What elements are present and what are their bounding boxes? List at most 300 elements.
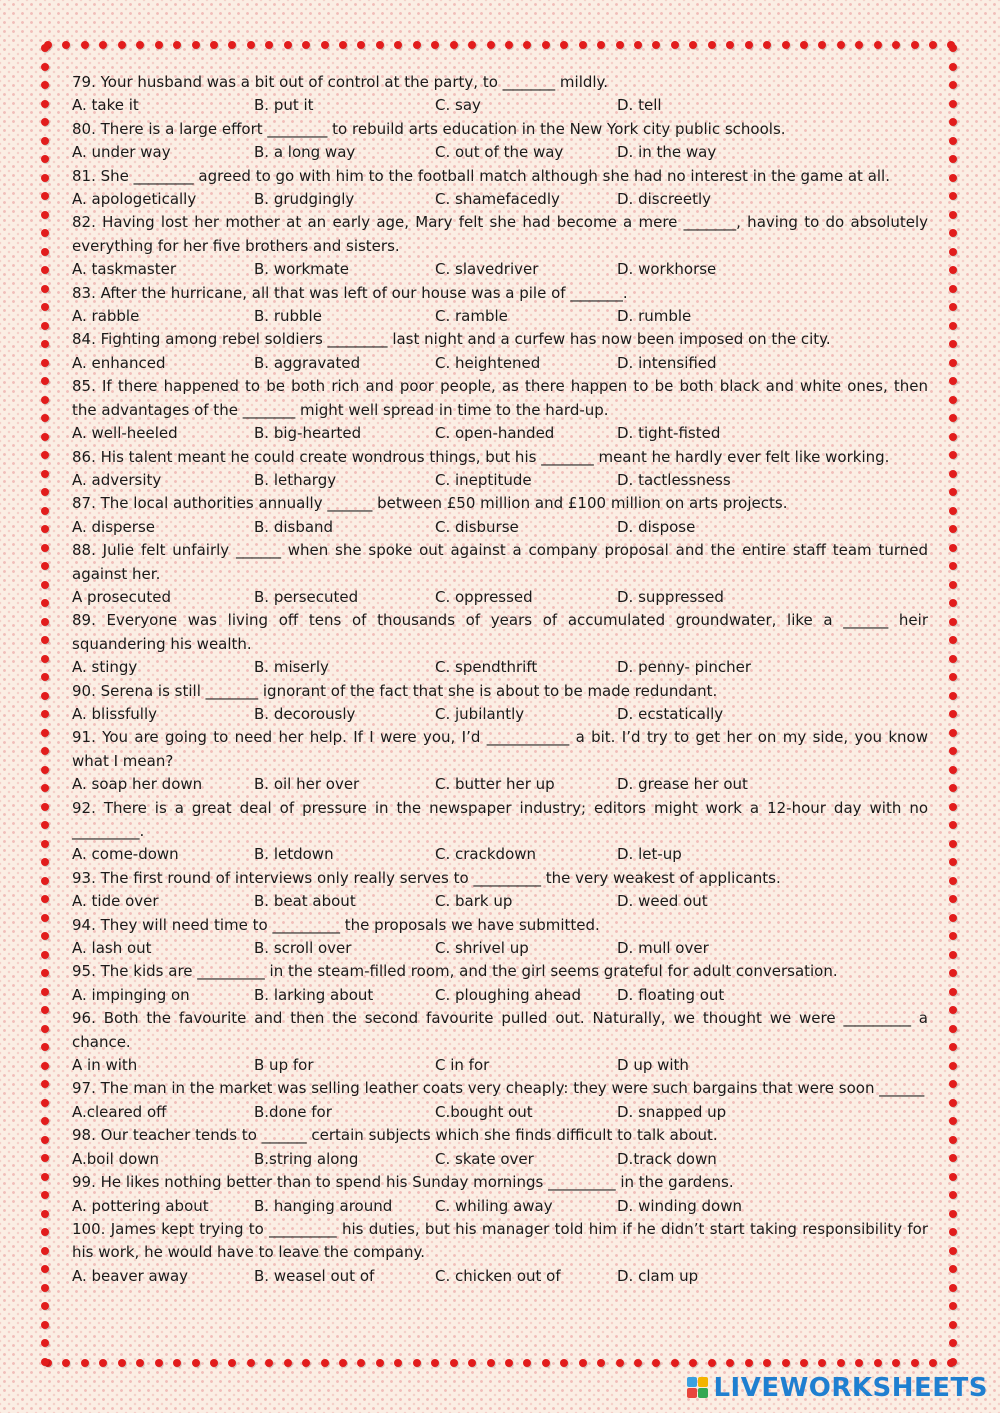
border-dot (949, 44, 957, 52)
question-text: 96. Both the favourite and then the second favourite pulled out. Naturally, we thought we were _________ a chance. (72, 1009, 928, 1051)
border-dot (41, 451, 49, 459)
border-dot (949, 803, 957, 811)
border-dot (949, 229, 957, 237)
question-text: 86. His talent meant he could create wondrous things, but his _______ meant he hardly ever felt like working. (72, 447, 890, 466)
border-dot (949, 1339, 957, 1347)
question-text: 93. The first round of interviews only really serves to _________ the very weakest of applicants. (72, 868, 781, 887)
border-dot (173, 1359, 181, 1367)
answer-option[interactable]: D.track down (617, 1149, 717, 1168)
answer-option[interactable]: C. shamefacedly (435, 190, 560, 209)
border-dot (949, 1173, 957, 1181)
answer-option[interactable]: C. oppressed (435, 587, 533, 606)
border-dot (542, 1359, 550, 1367)
answer-option[interactable]: A. beaver away (72, 1266, 189, 1285)
answer-option[interactable]: C. shrivel up (435, 939, 529, 958)
border-dot (818, 1359, 826, 1367)
border-dot (949, 303, 957, 311)
answer-option[interactable]: A. impinging on (72, 985, 190, 1004)
border-dot (949, 1154, 957, 1162)
border-dot (949, 1191, 957, 1199)
border-dot (949, 655, 957, 663)
answer-option[interactable]: D. let-up (617, 845, 682, 864)
answer-option[interactable]: B. persecuted (254, 587, 359, 606)
answer-option[interactable]: B. letdown (254, 845, 334, 864)
border-dot (949, 414, 957, 422)
border-dot (41, 544, 49, 552)
border-dot (41, 618, 49, 626)
answer-option[interactable]: A. adversity (72, 470, 162, 489)
border-dot (376, 1359, 384, 1367)
border-dot (41, 840, 49, 848)
answer-option[interactable]: B. aggravated (254, 353, 361, 372)
answer-option[interactable]: C. jubilantly (435, 704, 525, 723)
border-dot (41, 1136, 49, 1144)
border-dot (41, 877, 49, 885)
answer-option[interactable]: C. skate over (435, 1149, 534, 1168)
border-dot (41, 969, 49, 977)
answer-option[interactable]: B. weasel out of (254, 1266, 375, 1285)
border-dot (41, 599, 49, 607)
border-dot (874, 1359, 882, 1367)
border-dot (228, 41, 236, 49)
answer-option[interactable]: D. tactlessness (617, 470, 731, 489)
answer-options (72, 656, 928, 679)
answer-option[interactable]: D. dispose (617, 517, 696, 536)
border-dot (949, 636, 957, 644)
border-dot (41, 1265, 49, 1273)
border-dot (41, 377, 49, 385)
border-dot (41, 507, 49, 515)
border-dot (228, 1359, 236, 1367)
border-dot (949, 433, 957, 441)
border-dot (949, 1043, 957, 1051)
border-dot (671, 1359, 679, 1367)
answer-options (72, 984, 928, 1007)
answer-option[interactable]: C. butter her up (435, 775, 555, 794)
answer-option[interactable]: C in for (435, 1056, 490, 1075)
border-right-dots (949, 44, 959, 1366)
border-dot (81, 41, 89, 49)
answer-options (72, 586, 928, 609)
answer-option[interactable]: C. open-handed (435, 424, 555, 443)
border-dot (874, 41, 882, 49)
answer-option[interactable]: A. take it (72, 96, 139, 115)
border-dot (949, 1062, 957, 1070)
border-dot (431, 1359, 439, 1367)
worksheet-content (72, 71, 928, 1288)
border-dot (41, 63, 49, 71)
border-dot (41, 1062, 49, 1070)
border-top-dots (44, 41, 956, 51)
border-dot (41, 229, 49, 237)
border-dot (949, 988, 957, 996)
border-dot (413, 41, 421, 49)
answer-option[interactable]: A. disperse (72, 517, 155, 536)
border-dot (41, 1358, 49, 1366)
answer-options (72, 422, 928, 445)
question-text: 80. There is a large effort ________ to rebuild arts education in the New York city public schools. (72, 119, 786, 138)
border-dot (41, 729, 49, 737)
border-dot (689, 41, 697, 49)
border-dot (192, 1359, 200, 1367)
border-dot (41, 81, 49, 89)
border-dot (949, 747, 957, 755)
answer-options (72, 516, 928, 539)
border-dot (41, 137, 49, 145)
answer-options (72, 843, 928, 866)
answer-option[interactable]: A.cleared off (72, 1102, 167, 1121)
answer-option[interactable]: B. big-hearted (254, 424, 362, 443)
border-dot (41, 895, 49, 903)
answer-option[interactable]: A prosecuted (72, 587, 171, 606)
answer-option[interactable]: B.done for (254, 1102, 332, 1121)
border-dot (949, 470, 957, 478)
border-dot (949, 451, 957, 459)
border-dot (949, 377, 957, 385)
answer-option[interactable]: C. spendthrift (435, 658, 538, 677)
answer-option[interactable]: D. tell (617, 96, 662, 115)
border-dot (41, 1154, 49, 1162)
question-text: 87. The local authorities annually ______ between £50 million and £100 million on arts projects. (72, 494, 788, 513)
border-dot (118, 1359, 126, 1367)
border-dot (949, 1099, 957, 1107)
answer-option[interactable]: C. chicken out of (435, 1266, 561, 1285)
answer-option[interactable]: B up for (254, 1056, 314, 1075)
border-dot (41, 1228, 49, 1236)
border-dot (949, 821, 957, 829)
border-dot (41, 118, 49, 126)
border-dot (41, 673, 49, 681)
border-dot (376, 41, 384, 49)
border-dot (284, 1359, 292, 1367)
border-dot (41, 1284, 49, 1292)
border-dot (949, 877, 957, 885)
border-dot (597, 1359, 605, 1367)
answer-option[interactable]: A. enhanced (72, 353, 166, 372)
answer-option[interactable]: C. out of the way (435, 143, 564, 162)
border-dot (41, 655, 49, 663)
border-dot (949, 895, 957, 903)
border-dot (837, 41, 845, 49)
border-dot (41, 322, 49, 330)
question-text: 88. Julie felt unfairly ______ when she spoke out against a company proposal and the entire staff team turned against her. (72, 541, 928, 583)
border-dot (41, 766, 49, 774)
answer-option[interactable]: D. in the way (617, 143, 717, 162)
border-dot (542, 41, 550, 49)
border-dot (616, 41, 624, 49)
answer-option[interactable]: D. intensified (617, 353, 717, 372)
border-dot (949, 211, 957, 219)
answer-option[interactable]: D. mull over (617, 939, 709, 958)
question-text: 85. If there happened to be both rich and poor people, as there happen to be both black and white ones, then the advantages of the _______ might well spread in time to the hard-up. (72, 377, 928, 419)
border-dot (41, 44, 49, 52)
answer-option[interactable]: C. bark up (435, 892, 513, 911)
answer-option[interactable]: B. lethargy (254, 470, 337, 489)
border-dot (949, 1321, 957, 1329)
border-dot (726, 1359, 734, 1367)
border-dot (41, 581, 49, 589)
border-dot (949, 1006, 957, 1014)
answer-option[interactable]: A. under way (72, 143, 171, 162)
answer-option[interactable]: A. blissfully (72, 704, 158, 723)
answer-option[interactable]: D. discreetly (617, 190, 712, 209)
border-dot (949, 581, 957, 589)
border-dot (357, 1359, 365, 1367)
liveworksheets-logo (687, 1373, 988, 1403)
question-text: 92. There is a great deal of pressure in the newspaper industry; editors might work a 12-hour day with no _________. (72, 798, 928, 840)
border-dot (782, 41, 790, 49)
question-text: 91. You are going to need her help. If I were you, I’d ___________ a bit. I’d try to get her on my side, you know what I mean? (72, 728, 928, 770)
border-dot (949, 858, 957, 866)
border-dot (41, 303, 49, 311)
border-dot (949, 1265, 957, 1273)
border-dot (41, 1210, 49, 1218)
border-dot (949, 544, 957, 552)
answer-option[interactable]: A in with (72, 1056, 138, 1075)
border-dot (247, 41, 255, 49)
border-dot (855, 1359, 863, 1367)
border-dot (523, 41, 531, 49)
border-dot (579, 41, 587, 49)
border-dot (62, 1359, 70, 1367)
question-text: 95. The kids are _________ in the steam-filled room, and the girl seems grateful for adult conversation. (72, 962, 838, 981)
answer-options (72, 890, 928, 913)
border-dot (949, 618, 957, 626)
answer-option[interactable]: C. heightened (435, 353, 541, 372)
border-dot (41, 525, 49, 533)
border-dot (41, 803, 49, 811)
border-dot (671, 41, 679, 49)
answer-option[interactable]: C. ramble (435, 307, 508, 326)
border-dot (284, 41, 292, 49)
border-dot (394, 41, 402, 49)
border-dot (579, 1359, 587, 1367)
border-dot (487, 1359, 495, 1367)
border-dot (949, 1080, 957, 1088)
border-dot (911, 41, 919, 49)
border-dot (487, 41, 495, 49)
border-dot (136, 41, 144, 49)
answer-option[interactable]: C.bought out (435, 1102, 533, 1121)
border-dot (949, 1358, 957, 1366)
question-text: 94. They will need time to _________ the proposals we have submitted. (72, 915, 600, 934)
answer-option[interactable]: C. ineptitude (435, 470, 532, 489)
answer-option[interactable]: B. miserly (254, 658, 329, 677)
border-dot (41, 211, 49, 219)
border-dot (505, 41, 513, 49)
answer-option[interactable]: D up with (617, 1056, 689, 1075)
question-text: 84. Fighting among rebel soldiers ________ last night and a curfew has now been imposed on the city. (72, 330, 831, 349)
border-bottom-dots (44, 1359, 956, 1369)
answer-option[interactable]: B. disband (254, 517, 334, 536)
border-left-dots (41, 44, 51, 1366)
border-dot (949, 507, 957, 515)
border-dot (41, 155, 49, 163)
border-dot (949, 766, 957, 774)
answer-option[interactable]: A. soap her down (72, 775, 203, 794)
border-dot (41, 470, 49, 478)
question-list (72, 71, 928, 1288)
answer-option[interactable]: B. a long way (254, 143, 356, 162)
border-dot (41, 710, 49, 718)
border-dot (949, 525, 957, 533)
border-dot (949, 322, 957, 330)
border-dot (339, 1359, 347, 1367)
border-dot (892, 41, 900, 49)
border-dot (949, 137, 957, 145)
logo-text: LIVEWORKSHEETS (713, 1373, 988, 1403)
border-dot (210, 1359, 218, 1367)
answer-option[interactable]: B. oil her over (254, 775, 360, 794)
border-dot (949, 784, 957, 792)
answer-option[interactable]: D. winding down (617, 1196, 742, 1215)
border-dot (41, 951, 49, 959)
border-dot (339, 41, 347, 49)
border-dot (41, 248, 49, 256)
answer-option[interactable]: B. scroll over (254, 939, 352, 958)
border-dot (726, 41, 734, 49)
answer-option[interactable]: D. snapped up (617, 1102, 727, 1121)
border-dot (763, 1359, 771, 1367)
border-dot (929, 1359, 937, 1367)
border-dot (265, 41, 273, 49)
border-dot (634, 1359, 642, 1367)
border-dot (949, 174, 957, 182)
border-dot (708, 41, 716, 49)
answer-option[interactable]: C. disburse (435, 517, 519, 536)
answer-option[interactable]: B. hanging around (254, 1196, 393, 1215)
answer-option[interactable]: D. floating out (617, 985, 725, 1004)
border-dot (247, 1359, 255, 1367)
border-dot (949, 63, 957, 71)
border-dot (597, 41, 605, 49)
border-dot (929, 41, 937, 49)
border-dot (949, 673, 957, 681)
question-text: 79. Your husband was a bit out of control at the party, to _______ mildly. (72, 73, 609, 91)
border-dot (41, 1117, 49, 1125)
border-dot (708, 1359, 716, 1367)
answer-option[interactable]: B. beat about (254, 892, 356, 911)
answer-option[interactable]: A. well-heeled (72, 424, 178, 443)
border-dot (837, 1359, 845, 1367)
answer-option[interactable]: A. stingy (72, 658, 138, 677)
border-dot (41, 1321, 49, 1329)
border-dot (41, 266, 49, 274)
border-dot (855, 41, 863, 49)
border-dot (155, 1359, 163, 1367)
border-dot (321, 1359, 329, 1367)
answer-options (72, 141, 928, 164)
border-dot (41, 396, 49, 404)
border-dot (763, 41, 771, 49)
border-dot (634, 41, 642, 49)
border-dot (745, 41, 753, 49)
answer-option[interactable]: B. decorously (254, 704, 356, 723)
answer-options (72, 258, 928, 281)
answer-option[interactable]: D. suppressed (617, 587, 724, 606)
answer-option[interactable]: A. lash out (72, 939, 152, 958)
question-text: 90. Serena is still _______ ignorant of the fact that she is about to be made redundant. (72, 681, 718, 700)
answer-options (72, 1265, 928, 1288)
answer-option[interactable]: D. weed out (617, 892, 708, 911)
answer-option[interactable]: D. rumble (617, 307, 692, 326)
border-dot (41, 747, 49, 755)
border-dot (41, 359, 49, 367)
answer-option[interactable]: C. say (435, 96, 481, 115)
answer-option[interactable]: A. rabble (72, 307, 140, 326)
border-dot (949, 692, 957, 700)
answer-option[interactable]: A. pottering about (72, 1196, 209, 1215)
border-dot (949, 1025, 957, 1033)
border-dot (949, 914, 957, 922)
answer-option[interactable]: A. taskmaster (72, 260, 177, 279)
answer-option[interactable]: C. slavedriver (435, 260, 539, 279)
question-text: 99. He likes nothing better than to spend his Sunday mornings _________ in the gardens. (72, 1173, 734, 1192)
question-text: 83. After the hurricane, all that was left of our house was a pile of _______. (72, 283, 628, 302)
border-dot (41, 1247, 49, 1255)
answer-option[interactable]: C. ploughing ahead (435, 985, 582, 1004)
border-dot (818, 41, 826, 49)
answer-option[interactable]: B. workmate (254, 260, 350, 279)
answer-option[interactable]: A. come-down (72, 845, 179, 864)
border-dot (949, 710, 957, 718)
border-dot (41, 414, 49, 422)
border-dot (468, 1359, 476, 1367)
border-dot (41, 340, 49, 348)
answer-option[interactable]: D. clam up (617, 1266, 699, 1285)
answer-option[interactable]: B. grudgingly (254, 190, 355, 209)
border-dot (949, 951, 957, 959)
border-dot (949, 932, 957, 940)
answer-option[interactable]: D. grease her out (617, 775, 748, 794)
border-dot (41, 192, 49, 200)
answer-options (72, 188, 928, 211)
border-dot (41, 1043, 49, 1051)
border-dot (652, 1359, 660, 1367)
border-dot (41, 1302, 49, 1310)
border-dot (949, 359, 957, 367)
answer-option[interactable]: D. workhorse (617, 260, 717, 279)
answer-option[interactable]: A.boil down (72, 1149, 160, 1168)
answer-option[interactable]: C. crackdown (435, 845, 537, 864)
border-dot (505, 1359, 513, 1367)
border-dot (41, 1006, 49, 1014)
answer-option[interactable]: C. whiling away (435, 1196, 553, 1215)
border-dot (949, 285, 957, 293)
border-dot (302, 1359, 310, 1367)
answer-option[interactable]: D. tight-fisted (617, 424, 721, 443)
answer-option[interactable]: B. larking about (254, 985, 374, 1004)
border-dot (560, 1359, 568, 1367)
border-dot (41, 1191, 49, 1199)
answer-option[interactable]: B. put it (254, 96, 314, 115)
border-dot (892, 1359, 900, 1367)
answer-option[interactable]: A. apologetically (72, 190, 197, 209)
border-dot (560, 41, 568, 49)
border-dot (800, 1359, 808, 1367)
border-dot (949, 969, 957, 977)
answer-option[interactable]: D. penny- pincher (617, 658, 751, 677)
answer-option[interactable]: A. tide over (72, 892, 159, 911)
answer-option[interactable]: B. rubble (254, 307, 322, 326)
border-dot (949, 118, 957, 126)
border-dot (41, 692, 49, 700)
answer-option[interactable]: B.string along (254, 1149, 359, 1168)
border-dot (949, 396, 957, 404)
border-dot (41, 1080, 49, 1088)
border-dot (173, 41, 181, 49)
answer-option[interactable]: D. ecstatically (617, 704, 724, 723)
